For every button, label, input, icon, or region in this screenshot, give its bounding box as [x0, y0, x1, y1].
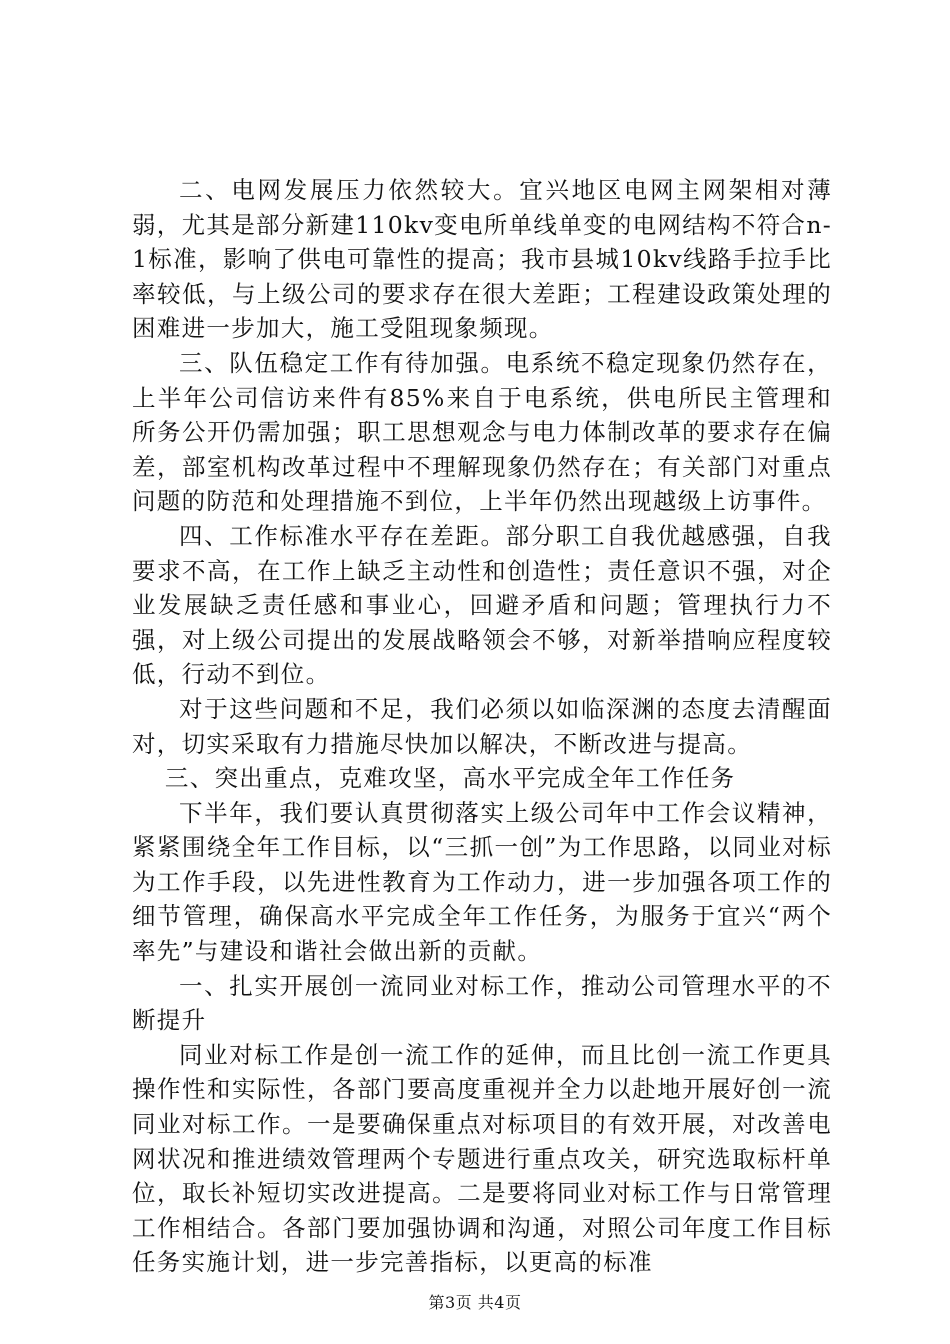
paragraph-team-stability: 三、队伍稳定工作有待加强。电系统不稳定现象仍然存在，上半年公司信访来件有85%来自于电系统，供电所民主管理和所务公开仍需加强；职工思想观念与电力体制改革的要求存在偏差，部室机构改革过程中不理解现象仍然存在；有关部门对重点问题的防范和处理措施不到位，上半年仍然出现越级上访事件。 [132, 348, 832, 516]
page-number-footer: 第3页 共4页 [428, 1293, 522, 1312]
paragraph-grid-pressure: 二、电网发展压力依然较大。宜兴地区电网主网架相对薄弱，尤其是部分新建110kv变电所单线单变的电网结构不符合n-1标准，影响了供电可靠性的提高；我市县城10kv线路手拉手比率较低，与上级公司的要求存在很大差距；工程建设政策处理的困难进一步加大，施工受阻现象频现。 [132, 176, 832, 343]
paragraph-benchmarking-details: 同业对标工作是创一流工作的延伸，而且比创一流工作更具操作性和实际性，各部门要高度重视并全力以赴地开展好创一流同业对标工作。一是要确保重点对标项目的有效开展，对改善电网状况和推进绩效管理两个专题进行重点攻关，研究选取标杆单位，取长补短切实改进提高。二是要将同业对标工作与日常管理工作相结合。各部门要加强协调和沟通，对照公司年度工作目标任务实施计划，进一步完善指标，以更高的标准 [132, 1040, 832, 1277]
paragraph-second-half-plan: 下半年，我们要认真贯彻落实上级公司年中工作会议精神，紧紧围绕全年工作目标，以“三抓一创”为工作思路，以同业对标为工作手段，以先进性教育为工作动力，进一步加强各项工作的细节管理，确保高水平完成全年工作任务，为服务于宜兴“两个率先”与建设和谐社会做出新的贡献。 [132, 798, 832, 966]
paragraph-problems-summary: 对于这些问题和不足，我们必须以如临深渊的态度去清醒面对，切实采取有力措施尽快加以解决，不断改进与提高。 [132, 694, 832, 758]
document-body [132, 173, 832, 1280]
paragraph-work-standards: 四、工作标准水平存在差距。部分职工自我优越感强，自我要求不高，在工作上缺乏主动性和创造性；责任意识不强，对企业发展缺乏责任感和事业心，回避矛盾和问题；管理执行力不强，对上级公司提出的发展战略领会不够，对新举措响应程度较低，行动不到位。 [132, 521, 832, 689]
subheading-benchmarking: 一、扎实开展创一流同业对标工作，推动公司管理水平的不断提升 [132, 971, 832, 1035]
section-heading-key-tasks: 三、突出重点，克难攻坚，高水平完成全年工作任务 [164, 764, 736, 793]
